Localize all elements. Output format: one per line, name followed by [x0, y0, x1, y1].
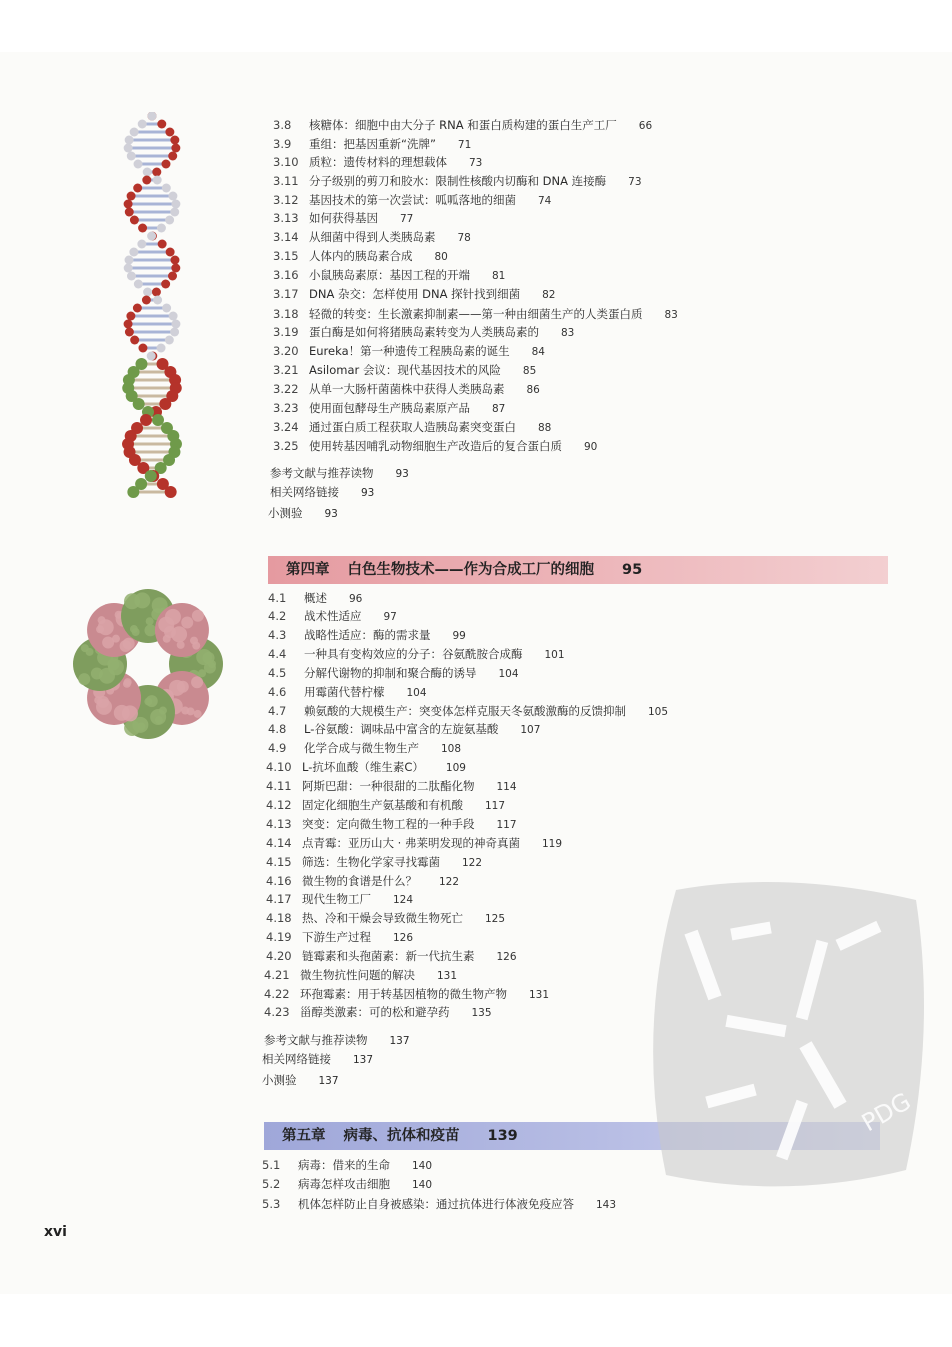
- toc-entry-number: 4.15: [266, 855, 292, 869]
- toc-entry[interactable]: [262, 1175, 432, 1193]
- toc-entry-page: 97: [383, 611, 397, 623]
- toc-entry[interactable]: [264, 985, 549, 1003]
- toc-entry-title: 机体怎样防止自身被感染：通过抗体进行体液免疫应答: [298, 1197, 574, 1211]
- toc-entry-number: 3.25: [273, 439, 299, 453]
- toc-entry-number: 3.10: [273, 155, 299, 169]
- toc-entry[interactable]: [268, 645, 565, 663]
- toc-entry[interactable]: [273, 172, 642, 190]
- toc-entry-title: 人体内的胰岛素合成: [309, 249, 413, 263]
- toc-entry-number: 3.11: [273, 174, 299, 188]
- toc-entry-number: 5.3: [262, 1197, 281, 1211]
- toc-entry-page: 99: [452, 630, 466, 642]
- toc-entry-page: 73: [469, 157, 483, 169]
- toc-entry[interactable]: [266, 853, 482, 871]
- misc-title: 参考文献与推荐读物: [264, 1033, 368, 1047]
- toc-entry[interactable]: [264, 966, 457, 984]
- toc-entry-number: 3.21: [273, 363, 299, 377]
- toc-entry-number: 3.17: [273, 287, 299, 301]
- toc-entry-page: 83: [664, 309, 678, 321]
- toc-entry-number: 4.16: [266, 874, 292, 888]
- toc-entry-number: 3.24: [273, 420, 299, 434]
- toc-entry[interactable]: [266, 815, 517, 833]
- toc-entry-number: 4.19: [266, 930, 292, 944]
- toc-entry-number: 4.5: [268, 666, 287, 680]
- toc-entry-number: 4.14: [266, 836, 292, 850]
- toc-entry-page: 85: [522, 365, 537, 377]
- toc-entry[interactable]: [264, 1003, 492, 1021]
- toc-entry-title: 轻微的转变：生长激素抑制素——第一种由细菌生产的人类蛋白质: [309, 307, 643, 321]
- toc-entry-page: 126: [393, 932, 414, 944]
- toc-entry-number: 3.13: [273, 211, 299, 225]
- toc-entry[interactable]: [266, 758, 466, 776]
- toc-entry[interactable]: [273, 342, 545, 360]
- toc-entry-number: 4.20: [266, 949, 292, 963]
- toc-entry-title: 用霉菌代替柠檬: [304, 685, 385, 699]
- toc-entry-title: 通过蛋白质工程获取人造胰岛素突变蛋白: [309, 420, 516, 434]
- toc-entry-number: 4.2: [268, 609, 287, 623]
- toc-entry[interactable]: [266, 834, 562, 852]
- toc-entry[interactable]: [266, 909, 505, 927]
- toc-entry-title: 战术性适应: [304, 609, 362, 623]
- misc-title: 小测验: [268, 506, 303, 520]
- chapter-page: 95: [622, 562, 643, 578]
- chapter-title: 病毒、抗体和疫苗: [343, 1128, 460, 1144]
- toc-entry-page: 82: [542, 289, 556, 301]
- toc-entry-title: 核糖体：细胞中由大分子 RNA 和蛋白质构建的蛋白生产工厂: [309, 118, 617, 132]
- toc-entry[interactable]: [262, 1156, 432, 1174]
- quiz-link[interactable]: [268, 504, 338, 522]
- toc-entry[interactable]: [273, 399, 505, 417]
- toc-entry-number: 4.3: [268, 628, 287, 642]
- toc-entry-number: 4.6: [268, 685, 287, 699]
- toc-entry-number: 5.2: [262, 1177, 281, 1191]
- toc-entry-title: 从单一大肠杆菌菌株中获得人类胰岛素: [309, 382, 505, 396]
- toc-entry-number: 3.14: [273, 230, 299, 244]
- toc-entry-page: 88: [538, 422, 552, 434]
- toc-entry-page: 122: [439, 876, 460, 888]
- toc-entry-page: 135: [471, 1007, 492, 1019]
- toc-entry-page: 74: [538, 195, 552, 207]
- toc-entry[interactable]: [273, 437, 597, 455]
- toc-entry[interactable]: [273, 361, 536, 379]
- toc-entry-title: 下游生产过程: [302, 930, 371, 944]
- toc-entry-title: 阿斯巴甜：一种很甜的二肽酯化物: [302, 779, 475, 793]
- toc-entry-number: 3.15: [273, 249, 299, 263]
- toc-entry-title: 蛋白酶是如何将猪胰岛素转变为人类胰岛素的: [309, 325, 539, 339]
- toc-entry-number: 4.8: [268, 722, 287, 736]
- toc-entry-title: 赖氨酸的大规模生产：突变体怎样克服天冬氨酸激酶的反馈抑制: [304, 704, 626, 718]
- toc-entry-number: 4.7: [268, 704, 287, 718]
- toc-entry[interactable]: [273, 323, 574, 341]
- toc-entry-number: 4.1: [268, 591, 287, 605]
- toc-entry-number: 3.12: [273, 193, 299, 207]
- toc-entry-number: 3.20: [273, 344, 299, 358]
- toc-entry-page: 66: [638, 120, 653, 132]
- toc-entry-page: 96: [349, 593, 363, 605]
- toc-entry-title: 现代生物工厂: [302, 892, 371, 906]
- misc-page: 137: [353, 1054, 374, 1066]
- toc-entry-page: 81: [492, 270, 506, 282]
- toc-entry-number: 4.11: [266, 779, 292, 793]
- toc-entry[interactable]: [268, 664, 519, 682]
- toc-entry[interactable]: [266, 890, 413, 908]
- page-number: xvi: [44, 1224, 67, 1240]
- toc-entry[interactable]: [273, 247, 448, 265]
- toc-entry-title: 环孢霉素：用于转基因植物的微生物产物: [300, 987, 507, 1001]
- toc-entry[interactable]: [268, 739, 461, 757]
- toc-entry-title: 突变：定向微生物工程的一种手段: [302, 817, 475, 831]
- toc-entry-title: 使用面包酵母生产胰岛素原产品: [309, 401, 470, 415]
- toc-entry-page: 122: [462, 857, 483, 869]
- toc-entry-page: 143: [596, 1199, 617, 1211]
- toc-entry-title: 概述: [304, 591, 327, 605]
- toc-entry[interactable]: [266, 947, 517, 965]
- quiz-link[interactable]: [262, 1071, 339, 1089]
- toc-entry-page: 84: [531, 346, 545, 358]
- toc-entry-page: 109: [445, 762, 466, 774]
- toc-entry-page: 140: [412, 1179, 433, 1191]
- protein-complex-illustration: [68, 584, 228, 744]
- chapter-label: 第四章: [286, 562, 330, 578]
- toc-entry-number: 3.9: [273, 137, 292, 151]
- toc-entry-page: 104: [406, 687, 427, 699]
- toc-entry-title: 使用转基因哺乳动物细胞生产改造后的复合蛋白质: [309, 439, 562, 453]
- toc-entry-title: 链霉素和头孢菌素：新一代抗生素: [302, 949, 475, 963]
- watermark-text: PDG: [857, 1087, 916, 1138]
- misc-page: 93: [395, 468, 409, 480]
- toc-entry-title: 如何获得基因: [309, 211, 378, 225]
- toc-entry[interactable]: [262, 1195, 616, 1213]
- misc-title: 相关网络链接: [262, 1052, 331, 1066]
- dna-double-helix-illustration: [116, 112, 188, 500]
- toc-entry-page: 78: [457, 232, 471, 244]
- toc-entry-title: 微生物抗性问题的解决: [300, 968, 415, 982]
- toc-entry-page: 105: [648, 706, 669, 718]
- toc-entry-number: 4.22: [264, 987, 290, 1001]
- toc-entry[interactable]: [273, 380, 540, 398]
- toc-entry-title: 点青霉：亚历山大 · 弗莱明发现的神奇真菌: [302, 836, 520, 850]
- toc-entry-page: 140: [412, 1160, 433, 1172]
- toc-entry-title: 甾醇类激素：可的松和避孕药: [300, 1005, 450, 1019]
- toc-entry-number: 3.16: [273, 268, 299, 282]
- toc-entry-page: 108: [441, 743, 462, 755]
- toc-entry[interactable]: [273, 135, 471, 153]
- toc-entry-title: 病毒怎样攻击细胞: [298, 1177, 390, 1191]
- toc-entry-page: 86: [526, 384, 540, 396]
- misc-page: 137: [389, 1035, 410, 1047]
- toc-entry-page: 114: [496, 781, 517, 793]
- toc-entry-title: 热、冷和干燥会导致微生物死亡: [302, 911, 463, 925]
- misc-title: 参考文献与推荐读物: [270, 466, 374, 480]
- misc-page: 93: [324, 508, 338, 520]
- toc-entry-title: 分子级别的剪刀和胶水：限制性核酸内切酶和 DNA 连接酶: [309, 174, 607, 188]
- toc-entry-number: 4.9: [268, 741, 287, 755]
- toc-entry[interactable]: [266, 796, 505, 814]
- toc-entry-number: 3.18: [273, 307, 299, 321]
- toc-entry[interactable]: [268, 607, 397, 625]
- toc-entry[interactable]: [273, 285, 556, 303]
- toc-entry[interactable]: [268, 683, 427, 701]
- toc-entry[interactable]: [266, 777, 517, 795]
- chapter-label: 第五章: [282, 1128, 326, 1144]
- misc-page: 137: [318, 1075, 339, 1087]
- toc-entry-title: 微生物的食谱是什么？: [302, 874, 417, 888]
- toc-entry[interactable]: [273, 266, 505, 284]
- toc-entry-number: 3.22: [273, 382, 299, 396]
- toc-entry-title: L-抗坏血酸（维生素C）: [302, 760, 424, 774]
- toc-entry[interactable]: [273, 116, 652, 134]
- toc-entry-number: 4.13: [266, 817, 292, 831]
- toc-entry-page: 90: [584, 441, 598, 453]
- toc-entry-title: 重组：把基因重新“洗牌”: [309, 137, 436, 151]
- toc-entry-title: 从细菌中得到人类胰岛素: [309, 230, 436, 244]
- toc-entry-page: 87: [492, 403, 506, 415]
- toc-entry-number: 4.17: [266, 892, 292, 906]
- toc-entry-title: 一种具有变构效应的分子：谷氨酰胺合成酶: [304, 647, 523, 661]
- toc-entry-title: 基因技术的第一次尝试：呱呱落地的细菌: [309, 193, 516, 207]
- toc-entry-number: 5.1: [262, 1158, 281, 1172]
- toc-entry-page: 119: [541, 838, 563, 850]
- toc-entry-page: 104: [498, 668, 519, 680]
- toc-entry-page: 80: [434, 251, 448, 263]
- toc-entry-title: 病毒：借来的生命: [298, 1158, 390, 1172]
- toc-entry-title: 筛选：生物化学家寻找霉菌: [302, 855, 440, 869]
- references-link[interactable]: [270, 464, 409, 482]
- toc-entry-title: 分解代谢物的抑制和聚合酶的诱导: [304, 666, 477, 680]
- toc-entry[interactable]: [266, 872, 459, 890]
- toc-entry[interactable]: [273, 228, 471, 246]
- toc-entry-page: 73: [628, 176, 642, 188]
- toc-entry-number: 4.23: [264, 1005, 290, 1019]
- toc-entry[interactable]: [268, 702, 668, 720]
- toc-entry-title: DNA 杂交：怎样使用 DNA 探针找到细菌: [309, 287, 521, 301]
- toc-entry[interactable]: [273, 305, 678, 323]
- toc-entry-page: 131: [437, 970, 458, 982]
- web-links-link[interactable]: [262, 1050, 373, 1068]
- toc-entry-title: 质粒：遗传材料的理想载体: [309, 155, 447, 169]
- toc-entry-page: 117: [496, 819, 517, 831]
- toc-entry-number: 3.8: [273, 118, 292, 132]
- toc-entry-number: 4.10: [266, 760, 292, 774]
- toc-entry-title: Eureka！第一种遗传工程胰岛素的诞生: [309, 344, 510, 358]
- toc-entry-number: 4.21: [264, 968, 290, 982]
- toc-entry-title: 化学合成与微生物生产: [304, 741, 419, 755]
- chapter-title: 白色生物技术——作为合成工厂的细胞: [347, 562, 594, 578]
- toc-entry-number: 3.19: [273, 325, 299, 339]
- toc-entry-page: 83: [561, 327, 575, 339]
- toc-entry-page: 107: [520, 724, 541, 736]
- toc-entry-page: 124: [393, 894, 414, 906]
- toc-entry-title: 战略性适应：酶的需求量: [304, 628, 431, 642]
- misc-title: 相关网络链接: [270, 485, 339, 499]
- toc-entry[interactable]: [273, 153, 482, 171]
- toc-entry-page: 125: [485, 913, 506, 925]
- toc-entry[interactable]: [268, 626, 466, 644]
- web-links-link[interactable]: [270, 483, 374, 501]
- toc-entry-title: Asilomar 会议：现代基因技术的风险: [309, 363, 501, 377]
- toc-entry-number: 4.4: [268, 647, 287, 661]
- chapter-page: 139: [487, 1128, 518, 1144]
- toc-entry-title: 固定化细胞生产氨基酸和有机酸: [302, 798, 463, 812]
- toc-entry-number: 4.12: [266, 798, 292, 812]
- toc-entry-page: 117: [485, 800, 506, 812]
- toc-entry-page: 131: [529, 989, 550, 1001]
- toc-entry-number: 3.23: [273, 401, 299, 415]
- toc-entry[interactable]: [273, 418, 551, 436]
- toc-entry-title: 小鼠胰岛素原：基因工程的开端: [309, 268, 470, 282]
- misc-page: 93: [361, 487, 375, 499]
- toc-entry[interactable]: [268, 589, 362, 607]
- toc-entry[interactable]: [268, 720, 540, 738]
- chapter-4-header[interactable]: [268, 556, 888, 584]
- toc-entry-page: 101: [544, 649, 565, 661]
- misc-title: 小测验: [262, 1073, 297, 1087]
- watermark-stamp: [636, 870, 936, 1200]
- toc-entry[interactable]: [266, 928, 413, 946]
- toc-entry-number: 4.18: [266, 911, 292, 925]
- references-link[interactable]: [264, 1031, 410, 1049]
- toc-entry-title: L-谷氨酸：调味品中富含的左旋氨基酸: [304, 722, 499, 736]
- toc-entry[interactable]: [273, 191, 551, 209]
- toc-entry[interactable]: [273, 209, 413, 227]
- toc-entry-page: 77: [400, 213, 414, 225]
- toc-entry-page: 126: [496, 951, 517, 963]
- toc-entry-page: 71: [457, 139, 472, 151]
